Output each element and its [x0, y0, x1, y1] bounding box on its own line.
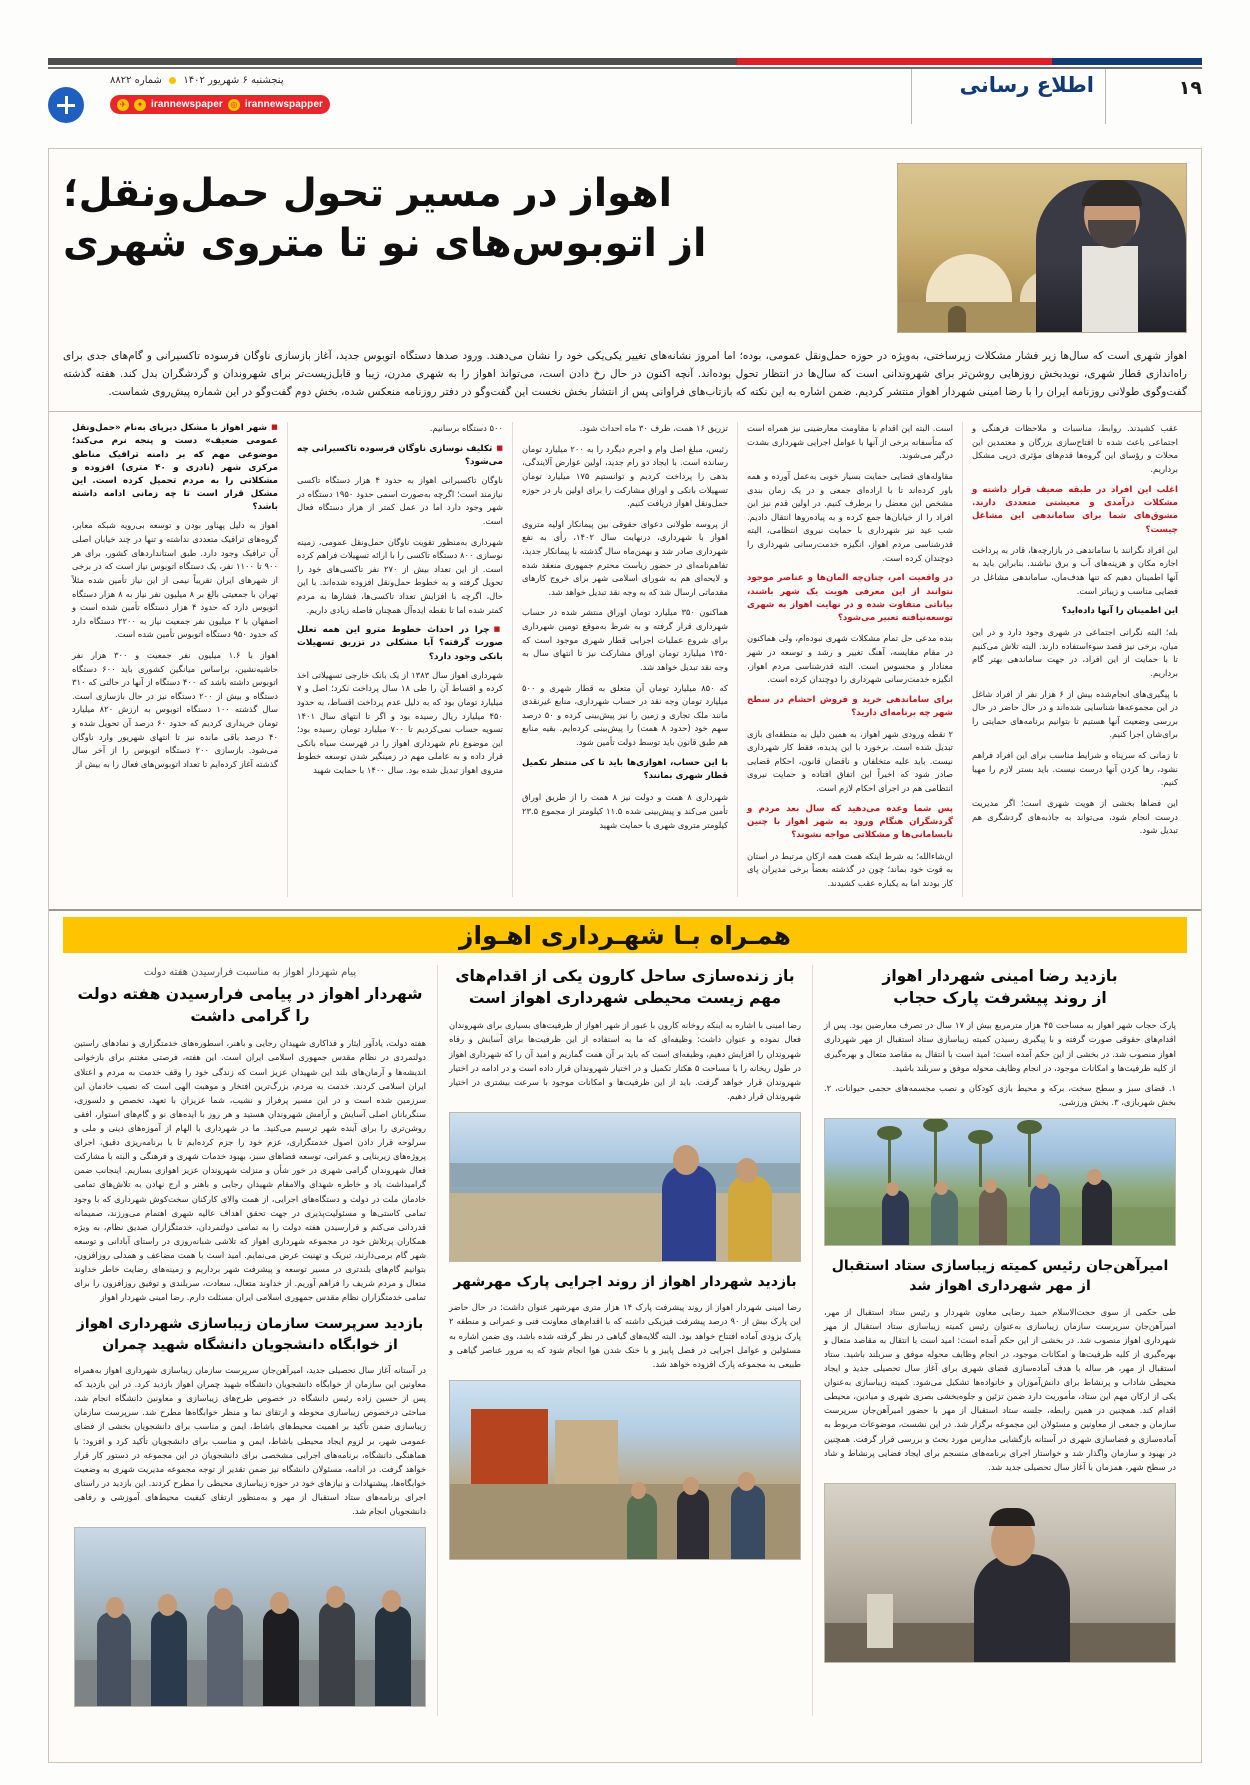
section-left-headline-mid — [824, 1256, 1176, 1297]
photo-person — [151, 1610, 187, 1706]
photo-person — [677, 1489, 709, 1559]
park-photo — [824, 1118, 1176, 1246]
paragraph: اهواز با ۱.۶ میلیون نفر جمعیت و ۳۰۰ هزار نفر حاشیه‌نشین، براساس میانگین کشوری باید ۶۰۰ دستگاه اتوبوس داشته باشد که ۴۰۰ دستگاه از آنها در حالتی که ۳۱۰ دستگاه و بیش از ۲۰۰ دستگاه نیز در حال بازسازی است. سال گذشته ۱۰۰ دستگاه اتوبوس به ارزش ۸۲۰ میلیارد تومان خریداری کردیم که حدود ۶۰ درصد آن تحویل شده و ۴۰ درصد باقی مانده نیز تا انتهای شهریور وارد ناوگان می‌شود. بازسازی ۲۰۰ دستگاه اتوبوس را از آخر سال گذشته آغاز کرده‌ایم تا تعداد اتوبوس‌های فعال را به بیش از — [72, 649, 278, 769]
paragraph: پارک حجاب شهر اهواز به مساحت ۴۵ هزار مترمربع بیش از ۱۷ سال در تصرف معارضین بود. پس از اقدام‌های حقوقی صورت گرفته و با پیگیری رسیدن کمیته زیباسازی ستاد استقبال از مهر شهرداری اهواز منصوب شد. در بخشی از این حکم آمده است: امید است با انتقال به مقاصد متعال و بهره‌گیری از کلیه ظرفیت‌ها و امکانات موجود، در انجام وظایف محوله موفق و سربلند باشید. — [824, 1020, 1177, 1073]
question-heading: ■ شهر اهواز با مشکل دیرپای به‌نام «حمل‌ونقل عمومی ضعیف» دست و پنجه نرم می‌کند؛ موضوعی مهم که بر دامنه ترافیک مناطق مرکزی شهر (نادری و ۴۰ متری) افزوده و مشکلاتی را به مردم تحمیل کرده است. این مشکل قرار است تا چه زمانی ادامه داشته باشد؟ — [72, 422, 278, 514]
paragraph: ناوگان تاکسیرانی اهواز به حدود ۴ هزار دستگاه تاکسی نیازمند است؛ اگرچه به‌صورت اسمی حدود ۱۹۵۰ دستگاه در شهر وجود دارد اما در عمل کمتر از هزار دستگاه فعال است. — [297, 475, 503, 526]
photo-person-head — [984, 1179, 997, 1193]
paragraph: تزریق ۱۶ همت، ظرف ۳۰ ماه احداث شود. — [579, 423, 728, 434]
paragraph: هفته دولت، یادآور ایثار و فداکاری شهیدان رجایی و باهنر، اسطوره‌های خدمتگزاری و نمادهای راستین دولتمردی در نظام مقدس جمهوری اسلامی ایران است. این هفته، فرصتی مغتنم برای بازخوانی اندیشه‌ها و آرمان‌های بلند این شهیدان عزیز است که زندگی خود را وقف خدمت به مردم و اعتلای ایران اسلامی کردند. خدمت به مردم، بزرگ‌ترین افتخار و موهبت الهی است که نصیب خادمان این سرزمین شده است و در این مسیر پرفراز و نشیب، شما عزیزان با تعهد، تخصص و دلسوزی، سنگربانان اصلی آسایش و آرامش شهروندان هستید و هر روز با ایده‌های نو و گام‌های استوار، افقی روشن‌تری را برای آینده شهر ترسیم می‌کنید. ما در شهرداری با الهام از آموزه‌های دینی و ملی و سرلوحه قرار دادن اصول خدمتگزاری، عزم خود را جزم کرده‌ایم تا با برنامه‌ریزی دقیق، اجرای پروژه‌های زیربنایی و عمرانی، توسعه فضاهای سبز، بهبود خدمات شهری و فرهنگی و البته با مشارکت فعال شهروندان گرامی شهری در خور شأن و منزلت شهروندان عزیز اهوازی بسازیم. اینجانب ضمن گرامیداشت یاد و خاطره شهدای والامقام شهیدان رجایی و باهنر و ارج نهادن به تلاش‌های تمامی خادمان ملت در دولت و دستگاه‌های اجرایی، از همت والای کارکنان سخت‌کوش شهرداری که با وجود تمامی کاستی‌ها و مسئولیت‌پذیری در جهت تحقق اهداف عالیه شهری اهتمام می‌ورزند، صمیمانه قدردانی می‌کنم و فرارسیدن هفته دولت را به تمامی دولتمردان، خدمتگزاران صدیق نظام، به ویژه همکاران پرتلاش خود در مجموعه شهرداری اهواز که تلاشی شبانه‌روزی در راستای آبادانی و توسعه شهر گام برمی‌دارند، تبریک و تهنیت عرض می‌نمایم. امید است با همت مضاعف و همدلی روزافزون، بتوانیم گام‌های بلندتری در مسیر توسعه و پیشرفت شهر برداریم و زمینه‌های رضایت خاطر خداوند متعال و مردم شریف را فراهم آوریم. از خداوند متعال، سعادت، سربلندی و توفیق روزافزون را برای تمامی خدمتگزاران نظام مقدس جمهوری اسلامی ایران مسئلت دارم. رضا امینی شهردار اهواز — [74, 1038, 426, 1303]
section-right-body-top — [74, 1036, 426, 1304]
paragraph: که ۸۵۰ میلیارد تومان آن متعلق به قطار شهری و ۵۰۰ میلیارد تومان وجه نقد در حساب شهرداری، منابع غیرنقدی مانند ملک تجاری و زمین را نیز پیش‌بینی کرده و ۵۰ درصد سهم خود (حدود ۸ همت) را پیش‌بینی کرده‌ایم. بقیه منابع هم طبق قانون باید توسط دولت تأمین شود. — [522, 682, 729, 747]
paragraph: این افراد نگرانند با ساماندهی در بازارچه‌ها، قادر به پرداخت اجاره مکان و هزینه‌های آب و برق نباشند. بنابراین باید به آنها اطمینان دهیم که تنها هدف‌مان، ساماندهی مشاغل در فضایی مناسب و زیباتر است. — [972, 544, 1178, 596]
section-column-left — [812, 965, 1187, 1716]
question-heading: پس شما وعده می‌دهید که سال بعد مردم و گردشگران هنگام ورود به شهر اهواز با چنین نابسامانی‌ها و مشکلاتی مواجه نشوند؟ — [747, 803, 953, 841]
paragraph: شهرداری به‌منظور تقویت ناوگان حمل‌ونقل عمومی، زمینه نوسازی ۸۰۰ دستگاه تاکسی را با ارائه تسهیلات فراهم کرده است. از این تعداد بیش از ۲۷۰ نفر تاکسی‌های خود را تحویل گرفته و به خطوط حمل‌ونقل افزوده شده‌اند. با این حال، اگرچه با افزایش تعداد تاکسی‌ها، فشارها به مردم کمتر شده اما تا نقطه ایده‌آل همچنان فاصله زیادی داریم. — [297, 536, 503, 615]
photo-person-head — [935, 1181, 948, 1195]
photo-person-head — [736, 1158, 758, 1183]
telegram-icon: ✈ — [117, 99, 129, 111]
palm-tree-icon — [1028, 1129, 1031, 1187]
top-story — [49, 149, 1201, 412]
palm-tree-icon — [934, 1127, 937, 1187]
question-heading: ■ تکلیف نوسازی ناوگان فرسوده تاکسیرانی چه می‌شود؟ — [297, 443, 503, 469]
section-middle-headline-mid — [449, 1272, 801, 1292]
social-handle-secondary: irannewspapper — [244, 99, 323, 110]
photo-person-head — [673, 1145, 699, 1175]
banner-wrapper — [49, 909, 1201, 953]
lead-paragraph: اهواز شهری است که سال‌ها زیر فشار مشکلات زیرساختی، به‌ویژه در حوزه حمل‌ونقل عمومی، بوده؛ اما امروز نشانه‌های تغییر یکی‌یکی خود را نشان می‌دهند. ورود صدها دستگاه اتوبوس جدید، آغاز بازسازی ناوگان فرسوده تاکسیرانی و گام‌های جدی برای راه‌اندازی قطار شهری، نویدبخش روزهایی روشن‌تر برای شهروندانی است که سال‌ها در انتظار تحول بوده‌اند. آنچه اکنون در حال رخ دادن است، می‌تواند اهواز را به شهری مدرن، زیبا و قابل‌زیست‌تر برای شهروندان و گردشگران بدل کند. هفته گذشته گفت‌وگوی طولانی روزنامه ایران را با رضا امینی شهردار اهواز منتشر کردیم. ضمن اشاره به این نکته که بازتاب‌های فراوانی پس از انتشار بخش نخست این گفت‌وگو در دفتر روزنامه منعکس شده، بخش دوم گفت‌وگو در این شماره پیش‌روی شماست. — [63, 350, 1187, 399]
photo-person-shirt — [1082, 246, 1138, 332]
headline-line-1: بازدید سرپرست سازمان زیباسازی شهرداری اهواز — [76, 1316, 424, 1333]
paragraph: رضا امینی شهردار اهواز از روند پیشرفت پارک ۱۴ هزار متری مهرشهر عنوان داشت: در حال حاضر این پارک بیش از ۹۰ درصد پیشرفت فیزیکی داشته که با اقدام‌های معاونت فنی و عمرانی و منطقه ۲ پارک بزودی آماده افتتاح خواهد بود. البته گلایه‌های گیاهی در نظر گرفته شده باشد، وی ضمن اشاره به مسئولین و عوامل اجرایی در فصل پاییز و با خنک شدن هوا انجام شود که به مرور عناصر گیاهی و طبیعی به مجموعه پارک افزوده خواهد شد. — [449, 1302, 802, 1369]
photo-person — [974, 1554, 1070, 1662]
issue-date-line — [110, 75, 284, 86]
question-heading: در واقعیت امر، چنان‌چه المان‌ها و عناصر موجود نتوانند از این معرفی هویت یک شهر باشند، بیاناتی متفاوت شده و در نهایت اهواز به شهری توسعه‌نیافته تعبیر می‌شود؟ — [747, 573, 953, 624]
col-4 — [287, 422, 512, 897]
river-photo — [449, 1112, 801, 1262]
photo-person — [375, 1606, 411, 1706]
paragraph: بله؛ البته نگرانی اجتماعی در شهری وجود دارد و در این میان، برخی نیز قصد سوء‌استفاده دارند. البته تلاش می‌کنیم تا با حمایت از این افراد، در جهت ساماندهی بهتر گام برداریم. — [972, 627, 1178, 679]
palm-tree-icon — [979, 1139, 982, 1187]
paragraph: ۵۰۰ دستگاه برسانیم. — [429, 423, 503, 434]
plus-icon[interactable] — [48, 87, 84, 123]
photo-person — [263, 1608, 299, 1706]
question-heading: این اطمینان را آنها داده‌اید؟ — [1061, 606, 1178, 617]
col-3 — [512, 422, 737, 897]
masthead — [48, 58, 1202, 130]
lead-photo — [897, 163, 1187, 333]
photo-person-head — [886, 1182, 899, 1196]
masthead-divider-2 — [911, 69, 912, 124]
photo-person-head — [214, 1588, 233, 1610]
paragraph: است. البته این اقدام با مقاومت معارضینی نیز همراه است که متأسفانه برخی از آنها با عوامل اجرایی شهرداری بشدت درگیر می‌شوند. — [747, 423, 953, 461]
photo-person — [97, 1612, 131, 1706]
issue-number: شماره ۸۸۲۲ — [110, 75, 162, 86]
photo-building — [471, 1409, 548, 1484]
photo-person-head — [326, 1586, 345, 1608]
headline-block — [63, 163, 883, 269]
headline-line-2: از مهر شهرداری اهواز شد — [909, 1278, 1091, 1295]
separator-dot-icon — [169, 77, 176, 84]
headline-line-1: بازدید رضا امینی شهردار اهواز — [882, 967, 1118, 986]
photo-person-head — [1035, 1174, 1049, 1189]
paragraph: بنده مدعی حل تمام مشکلات شهری نبوده‌ام، ولی هماکنون در مقام مقایسه، آهنگ تغییر و رشد و توسعه در شهر معنادار و محسوس است. البته قدرشناسی مردم اهواز، انگیزه خدمت‌رسانی شهرداری را دوچندان کرده است. — [747, 633, 953, 685]
section-columns — [49, 953, 1201, 1730]
photo-person — [931, 1189, 958, 1245]
paragraph: شهرداری ۸ همت و دولت نیز ۸ همت را از طریق اوراق تأمین می‌کند و پیش‌بینی شده ۱۱.۵ کیلومتر از مجموع ۲۳.۵ کیلومتر متروی شهری با حمایت شهید — [522, 792, 728, 830]
paragraph: رضا امینی با اشاره به اینکه روخانه کارون با عبور از شهر اهواز از ظرفیت‌های بسیاری برای شهروندان فعال نموده و عنوان داشت: وظیفه‌ای که ما به استفاده از این ظرفیت‌ها برای آسایش و رفاه شهروندان را افزایش دهیم، وظیفه‌ای است که باید بر آن همت گماریم و امید آن را که شهرداری اهواز در طول ریخانه را با مساحت ۵ هکتار تکمیل و در اختیار شهروندان قرار داده است و در ادامه در اختیار شهروندان قرار خواهد گرفت. باید از این ظرفیت‌ها و امکانات موجود با سرعت بیشتری در اختیار شهروندان قرار دهیم. — [449, 1020, 801, 1101]
paragraph: عقب کشیدند. روابط، مناسبات و ملاحظات فرهنگی و اجتماعی باعث شده تا افتاح‌سازی بزرگان و معتمدین این محلات و رؤسای این گروه‌ها قدم‌های مؤثری درپی مشکل برداریم. — [972, 423, 1178, 474]
photo-person — [1030, 1183, 1060, 1245]
photo-person — [319, 1602, 355, 1706]
section-right-headline-mid — [74, 1314, 426, 1355]
photo-person-head — [158, 1594, 177, 1616]
col-1 — [962, 422, 1187, 897]
photo-microphone-icon — [867, 1594, 893, 1648]
col-5 — [63, 422, 287, 897]
headline-line-1: امیرآهن‌جان رئیس کمیته زیباسازی ستاد استقبال — [831, 1258, 1169, 1275]
section-left-body-mid — [824, 1305, 1176, 1474]
headline-line-2: از اتوبوس‌های نو تا متروی شهری — [63, 220, 707, 266]
office-photo — [824, 1483, 1176, 1663]
section-column-right — [63, 965, 437, 1716]
paragraph: از پروسه طولانی دعوای حقوقی بین پیمانکار اولیه متروی اهواز با شهرداری، درنهایت سال ۱۴۰۲، رأی به نفع شهرداری صادر شد و بهمن‌ماه سال گذشته با پیمانکار جدید، تفاهم‌نامه‌ای در حضور ریاست محترم جمهوری منعقد شده و لایحه‌ای هم به شورای اسلامی شهر برای خروج کارهای مقدماتی ارسال شد که به وجه نقد تبدیل خواهد شد. — [522, 518, 729, 597]
headline-line-2: از روند پیشرفت پارک حجاب — [893, 989, 1107, 1008]
photo-person-head — [683, 1477, 699, 1495]
paragraph: ۲ نقطه ورودی شهر اهواز، به همین دلیل به منطقه‌ای بازی تبدیل شده است. برخورد با این پدیده، فقط کار شهرداری نیست. باید علیه متخلفان و ناقضان قانون، احکام قضایی صادر شود که اخیراً این اتفاق افتاده و حمایت نیروی انتظامی هم در اجرای احکام لازم است. — [747, 728, 953, 793]
section-right-kicker: پیام شهردار اهواز به مناسبت فرارسیدن هفته دولت — [143, 967, 357, 979]
yellow-banner — [63, 917, 1187, 953]
paragraph: در آستانه آغاز سال تحصیلی جدید، امیرآهن‌جان سرپرست سازمان زیباسازی شهرداری اهواز به‌همراه معاونین این سازمان از خوابگاه دانشجویان دانشگاه شهید چمران اهواز بازدید کرد. در این بازدید که پس از حسین زاده رئیس دانشگاه در خصوص طرح‌های زیباسازی و معاونین دانشگاه انجام شد، مباحثی درخصوص زیباسازی محوطه و ارتقای نما و منظر خوابگاه‌ها مطرح شد. سرپرست سازمان زیباسازی ضمن تأکید بر اهمیت محیط‌های باشاط، ایمن و مناسب برای دانشجویان بخشی از فضای عمومی شهر، بر لزوم ایجاد محیطی باشاط، ایمن و مناسب برای دانشجویان تأکید کرد و افزود: با هماهنگی دانشگاه، برنامه‌های اجرایی مشخصی برای دانشجویان در این مجموعه در دستور کار قرار خواهد گرفت. در ادامه، مسئولان دانشگاه نیز ضمن تقدیر از توجه مجموعه مدیریت شهری به وضعیت خوابگاه‌ها، پیشنهادات و نیازهای خود در حوزه زیباسازی محیطی را مطرح کردند. این بازدید در راستای اجرای برنامه‌های ستاد استقبال از مهر و به‌منظور ارتقای کیفیت محیط‌های آموزشی و رفاهی دانشجویان انجام شد. — [74, 1365, 426, 1517]
photo-person — [207, 1604, 243, 1706]
photo-person — [662, 1165, 716, 1261]
paragraph: تا زمانی که سرپناه و شرایط مناسب برای این افراد فراهم نشود، رها کردن آنها درست نیست. باید بستر لازم را مهیا کنیم. — [972, 750, 1178, 788]
banner-title: همـراه بـا شهـرداری اهـواز — [459, 920, 791, 950]
photo-person-head — [382, 1590, 401, 1612]
masthead-color-rule — [48, 58, 1202, 65]
paragraph: ان‌شاءالله؛ به شرط اینکه همت همه ارکان مرتبط در استان به قوت خود بماند؛ چون در گذشته بعضاً برخی مدیران پای کار بودند اما به یکباره عقب کشیدند. — [747, 850, 953, 888]
photo-building — [555, 1420, 618, 1484]
social-handle-primary: irannewspaper — [151, 99, 223, 110]
paragraph: هماکنون ۳۵۰ میلیارد تومان اوراق منتشر شده در حساب شهرداری قرار گرفته و به شرط به‌موقع تومین شهرداری برای شروع عملیات اجرایی قطار شهری موجود است که ۱۳۵۰ میلیارد تومان اوراق مشارکت نیز تا انتهای سال به وجه نقد تبدیل خواهد شد. — [522, 607, 728, 672]
section-left-headline-top — [824, 965, 1176, 1009]
col-2 — [737, 422, 962, 897]
section-title: اطلاع رسانی — [959, 73, 1094, 97]
masthead-divider-1 — [1105, 69, 1106, 124]
photo-person-hair — [989, 1508, 1035, 1526]
photo-person — [627, 1493, 657, 1559]
street-photo — [449, 1380, 801, 1560]
question-heading: برای ساماندهی خرید و فروش احشام در سطح شهر چه برنامه‌ای دارید؟ — [747, 694, 953, 719]
paragraph: اهواز به دلیل پهناور بودن و توسعه بی‌رویه شبکه معابر، گروه‌های ترافیک متعددی نداشته و تنها در چند خیابان اصلی آن ترافیک وجود دارد. طبق استانداردهای کشور، برای هر ۹۰۰ تا ۱۱۰۰ نفر، یک دستگاه اتوبوس نیاز است که در برخی از شهرهای ایران تقریباً نیمی از این نیاز تأمین شده مثلاً تهران با جمعیتی بالغ بر ۸ میلیون نفر نیاز به ۸ هزار دستگاه اتوبوس دارد که حدود ۴ هزار دستگاه تأمین شده است و اصفهان با ۲ میلیون نفر جمعیت نیاز به ۲۲۰۰ دستگاه دارد که حدود ۹۵۰ دستگاه اتوبوس تأمین شده است. — [72, 520, 279, 640]
rule-segment-blue — [1052, 58, 1202, 65]
headline-line-1: بازدید شهردار اهواز از روند اجرایی پارک مهرشهر — [453, 1274, 797, 1291]
section-middle-body-mid — [449, 1300, 801, 1371]
photo-person — [882, 1190, 909, 1245]
group-photo — [74, 1527, 426, 1707]
paragraph: ۱. فضای سبز و سطح سخت، برکه و محیط بازی کودکان و نصب مجسمه‌های حجمی حیوانات، ۲. بخش شهربازی، ۳. بخش ورزشی. — [824, 1082, 1176, 1107]
paragraph: این فضاها بخشی از هویت شهری است؛ اگر مدیریت درست انجام شود، می‌تواند به جاذبه‌های گردشگری هم تبدیل شود. — [972, 797, 1178, 836]
photo-person-head — [738, 1472, 755, 1491]
section-right-body-mid — [74, 1363, 426, 1518]
rule-segment-red — [737, 58, 1052, 65]
question-heading: با این حساب، اهوازی‌ها باید تا کی منتظر تکمیل قطار شهری بمانند؟ — [522, 757, 728, 782]
issue-date: پنجشنبه ۶ شهریور ۱۴۰۲ — [183, 75, 284, 86]
headline-line-1: باز زنده‌سازی ساحل کارون یکی از اقدام‌های — [455, 967, 795, 986]
photo-dome-shape — [926, 254, 1012, 306]
headline-line-1: اهواز در مسیر تحول حمل‌ونقل؛ — [63, 171, 672, 216]
photo-door-shape — [948, 306, 966, 332]
photo-person-head — [631, 1482, 646, 1499]
main-headline — [63, 169, 883, 269]
article-frame — [48, 148, 1202, 1763]
headline-line-2: از خوابگاه دانشجویان دانشگاه شهید چمران — [102, 1336, 398, 1353]
palm-tree-icon — [888, 1135, 891, 1187]
headline-line-2: مهم زیست محیطی شهرداری اهواز است — [468, 989, 782, 1008]
page-number: ۱۹ — [1178, 77, 1202, 99]
twitter-icon: ✦ — [134, 99, 146, 111]
photo-person — [1082, 1179, 1112, 1245]
social-handles-badge[interactable] — [110, 95, 330, 114]
photo-person — [979, 1187, 1007, 1245]
paragraph: طی حکمی از سوی حجت‌الاسلام حمید رضایی معاون شهردار و رئیس ستاد استقبال از مهر، امیرآهن‌جان سرپرست سازمان زیباسازی به‌عنوان رئیس کمیته زیباسازی ستاد استقبال از مهر شهرداری اهواز منصوب شد. در بخشی از این حکم آمده است: امید است با انتقال به مقاصد متعال و بهره‌گیری از کلیه ظرفیت‌ها و امکانات موجود، در انجام وظایف محوله موفق و سربلند باشید. ستاد استقبال از مهر، هر ساله با هدف آماده‌سازی فضای شهری برای آغاز سال تحصیلی جدید و ایجاد محیطی شاداب و پرنشاط برای دانش‌آموزان و خانواده‌ها تشکیل می‌شود. کمیته زیباسازی به‌عنوان یکی از ارکان مهم این ستاد، مأموریت دارد ضمن تزئین و جلوه‌بخشی بصری شهری و میادین، محیطی اقدام کند. همچنین در همین رابطه، جلسه ستاد استقبال از مهر با حضور امیرآهن‌جان سرپرست سازمان و جمعی از معاونین و مسئولان این مجموعه برگزار شد. در این نشست، موضوعات مربوط به آماده‌سازی و فضاسازی شهری در آستانه بازگشایی مدارس مورد بحث و بررسی قرار گرفت. همچنین در بهبود و سازمان واگذار شد و خواستار اجرای برنامه‌های منسجم برای ایجاد فضایی پرنشاط و شاد در سطح شهر، همزمان با آغاز سال تحصیلی جدید شد. — [824, 1306, 1176, 1472]
photo-person-head — [1087, 1169, 1102, 1185]
question-heading: ■ چرا در احداث خطوط مترو این همه تعلل صورت گرفته؟ آیا مشکلی در تزریق تسهیلات بانکی وجود دارد؟ — [297, 624, 503, 664]
rule-segment-grey — [48, 58, 737, 65]
instagram-icon: ◎ — [228, 99, 240, 111]
section-left-body-top — [824, 1018, 1176, 1109]
paragraph: رئیس، مبلغ اصل وام و اجرم دیگرد را به ۲۰۰ میلیارد تومان رسانده است. با ایجاد دو رام جدید، اولین عوارض آلایندگی، بدهی را پرداخت کردیم و توانستیم ۱۷۵ میلیارد تومان تسهیلات بانکی و اوراق مشارکت را برای اولین بار در حوزه حمل‌ونقل اهواز دریافت کنیم. — [522, 443, 728, 509]
photo-person — [728, 1175, 772, 1261]
photo-person-head — [270, 1592, 289, 1614]
section-right-headline-top — [74, 983, 426, 1027]
photo-person — [731, 1485, 765, 1559]
paragraph: شهرداری اهواز سال ۱۳۸۳ از یک بانک خارجی تسهیلاتی اخذ کرده و اقساط آن را طی ۱۸ سال پرداخت نکرد؛ اصل و ۷ میلیارد تومان بود که به دلیل عدم پرداخت اقساط، به حدود ۴۵۰ میلیارد ریال رسیده بود و اگر تا انتهای سال ۱۴۰۱ تسویه حساب نمی‌کردیم تا ۷۰۰ میلیارد تومان رسیده بود؛ این موضوع نام شهرداری اهواز را در فهرست سیاه بانکی قرار داده و به عاملی مهم در زمینگیر شدن توسعه خطوط متروی اهواز تبدیل شده بود. سال ۱۴۰۰ با حمایت شهید — [297, 669, 503, 776]
section-middle-body-top — [449, 1018, 801, 1103]
question-heading: اغلب این افراد در طبقه ضعیف قرار داشته و مشکلات درآمدی و معیشتی متعددی دارند. مشوق‌های شما برای ساماندهی این مشاغل چیست؟ — [972, 484, 1178, 535]
paragraph: با پیگیری‌های انجام‌شده بیش از ۶ هزار نفر از افراد شاغل در این مجموعه‌ها شناسایی شده‌اند و در حال حاضر در حال بررسی وضعیت آنها هستیم تا بتوانیم برنامه‌های حمایتی را برای‌شان اجرا کنیم. — [972, 688, 1178, 740]
section-middle-headline-top — [449, 965, 801, 1009]
paragraph: مقاوله‌های قضایی حمایت بسیار خوبی به‌عمل آورده و همه باور کرده‌اند تا با اراده‌ای جمعی و در یک زمان بندی مشخص این معضل را برطرف کنیم. در اولین قدم نیز این افراد را از خیابان‌ها جمع کرده و به پیاده‌روها انتقال دادیم. شب عید نیز شهرداری با حمایت نیروی انتظامی، البته قدرشناسی مردم اهواز، انگیزه خدمت‌رسانی شهرداری را دوچندان کرده است. — [747, 470, 953, 563]
section-column-middle — [437, 965, 812, 1716]
body-columns — [49, 412, 1201, 909]
headline-line-1: شهردار اهواز در پیامی فرارسیدن هفته دولت را گرامی داشت — [77, 985, 423, 1026]
